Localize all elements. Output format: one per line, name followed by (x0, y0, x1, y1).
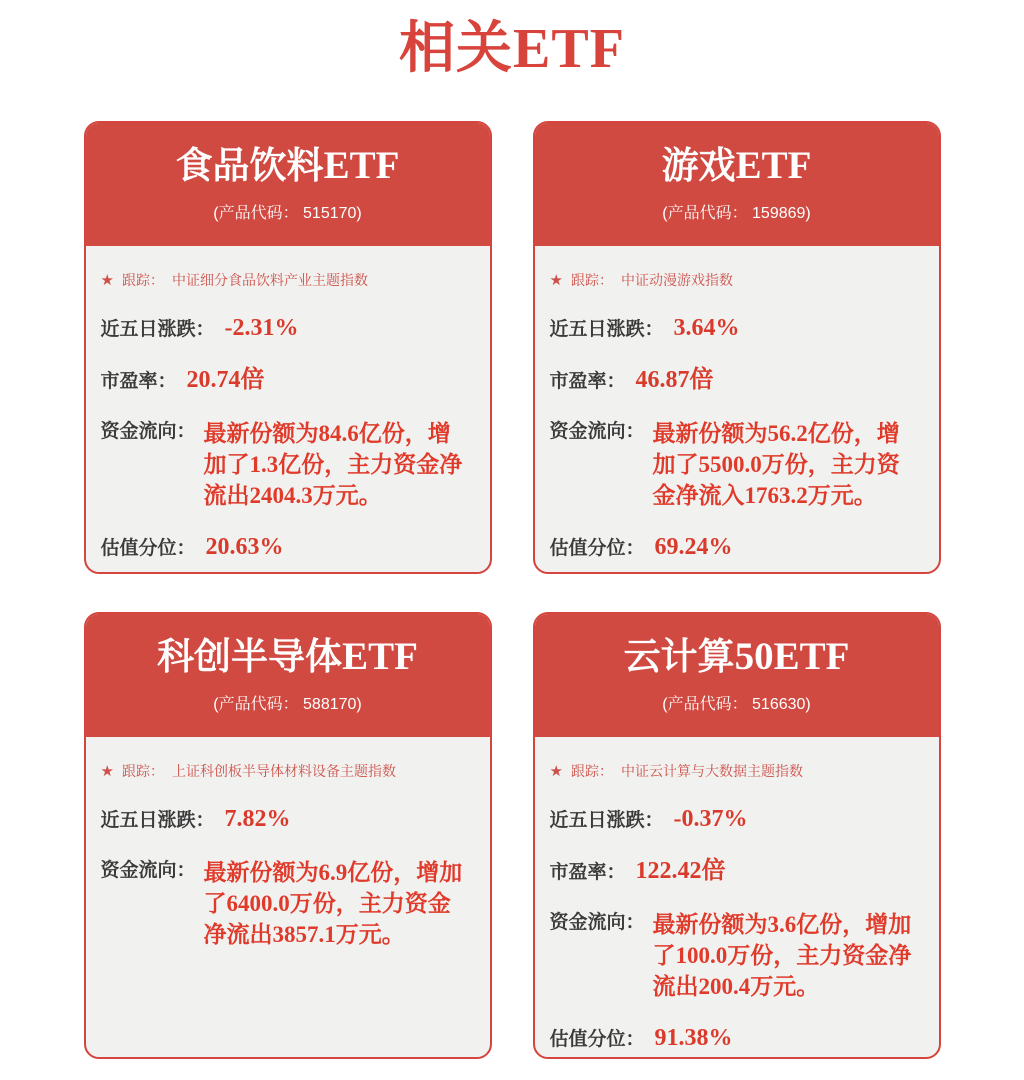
flow-value: 最新份额为6.9亿份，增加了6400.0万份，主力资金净流出3857.1万元。 (203, 860, 463, 947)
tracking-index: 中证动漫游戏指数 (620, 272, 733, 288)
tracking-label: 跟踪： (570, 272, 613, 288)
tracking-label: 跟踪： (570, 763, 613, 779)
flow-row (550, 909, 923, 1002)
pe-row (101, 366, 474, 396)
tracking-index: 中证云计算与大数据主题指数 (620, 763, 803, 779)
flow-value: 最新份额为84.6亿份，增加了1.3亿份，主力资金净流出2404.3万元。 (203, 421, 463, 508)
card-body (86, 246, 490, 563)
change-value: -2.31% (224, 315, 299, 341)
product-code: (产品代码： 159869) (662, 205, 811, 222)
flow-row (550, 418, 923, 511)
card-body (535, 737, 939, 1054)
card-title (176, 146, 400, 186)
product-code: (产品代码： 588170) (213, 696, 362, 713)
star-icon: ★ (100, 762, 114, 780)
change-row (550, 805, 923, 835)
etf-card-food-beverage (84, 121, 492, 574)
tracking-row (550, 761, 923, 781)
change-value: 7.82% (224, 806, 291, 832)
pe-label: 市盈率： (549, 862, 626, 883)
card-title-cn: 游戏 (661, 145, 736, 186)
card-body (86, 737, 490, 950)
change-value: -0.37% (673, 806, 748, 832)
flow-row (101, 857, 474, 950)
change-label: 近五日涨跌： (549, 810, 664, 831)
change-label: 近五日涨跌： (100, 810, 215, 831)
card-header (535, 614, 939, 737)
card-title-cn: 食品饮料 (175, 145, 324, 186)
etf-card-cloud-computing (533, 612, 941, 1059)
star-icon: ★ (549, 762, 563, 780)
etf-card-star-semiconductor (84, 612, 492, 1059)
page-title (0, 16, 1024, 81)
tracking-row (101, 761, 474, 781)
card-title-en: ETF (735, 144, 812, 187)
valuation-value: 69.24% (654, 534, 733, 560)
change-row (550, 314, 923, 344)
card-title-en: ETF (323, 144, 400, 187)
valuation-row (550, 533, 923, 563)
change-value: 3.64% (673, 315, 740, 341)
valuation-label: 估值分位： (549, 538, 645, 559)
pe-value: 20.74倍 (186, 367, 265, 393)
card-title (157, 637, 418, 677)
tracking-label: 跟踪： (121, 272, 164, 288)
card-title (624, 637, 850, 677)
valuation-value: 20.63% (205, 534, 284, 560)
pe-row (550, 857, 923, 887)
valuation-label: 估值分位： (549, 1029, 645, 1050)
pe-label: 市盈率： (100, 371, 177, 392)
tracking-index: 中证细分食品饮料产业主题指数 (171, 272, 368, 288)
card-title-cn: 云计算 (623, 636, 735, 677)
etf-grid (0, 121, 1024, 1059)
card-title (662, 146, 812, 186)
card-body (535, 246, 939, 563)
flow-row (101, 418, 474, 511)
product-code: (产品代码： 516630) (662, 696, 811, 713)
page-title-cn: 相关 (399, 16, 514, 79)
card-title-en: 50ETF (734, 635, 850, 678)
card-title-cn: 科创半导体 (157, 636, 343, 677)
flow-label: 资金流向： (100, 421, 196, 442)
card-header (86, 614, 490, 737)
card-title-en: ETF (342, 635, 418, 678)
etf-card-game (533, 121, 941, 574)
star-icon: ★ (549, 271, 563, 289)
pe-row (550, 366, 923, 396)
valuation-value: 91.38% (654, 1025, 733, 1051)
pe-label: 市盈率： (549, 371, 626, 392)
flow-value: 最新份额为3.6亿份，增加了100.0万份，主力资金净流出200.4万元。 (652, 912, 912, 999)
tracking-row (101, 270, 474, 290)
flow-label: 资金流向： (549, 421, 645, 442)
valuation-label: 估值分位： (100, 538, 196, 559)
card-header (535, 123, 939, 246)
flow-label: 资金流向： (100, 860, 196, 881)
card-header (86, 123, 490, 246)
change-label: 近五日涨跌： (549, 319, 664, 340)
tracking-row (550, 270, 923, 290)
change-row (101, 314, 474, 344)
page-title-en: ETF (513, 18, 625, 80)
flow-value: 最新份额为56.2亿份，增加了5500.0万份，主力资金净流入1763.2万元。 (652, 421, 900, 508)
valuation-row (101, 533, 474, 563)
pe-value: 122.42倍 (635, 858, 726, 884)
change-row (101, 805, 474, 835)
tracking-index: 上证科创板半导体材料设备主题指数 (171, 763, 396, 779)
flow-label: 资金流向： (549, 912, 645, 933)
product-code: (产品代码： 515170) (213, 205, 362, 222)
star-icon: ★ (100, 271, 114, 289)
pe-value: 46.87倍 (635, 367, 714, 393)
valuation-row (550, 1024, 923, 1054)
tracking-label: 跟踪： (121, 763, 164, 779)
change-label: 近五日涨跌： (100, 319, 215, 340)
